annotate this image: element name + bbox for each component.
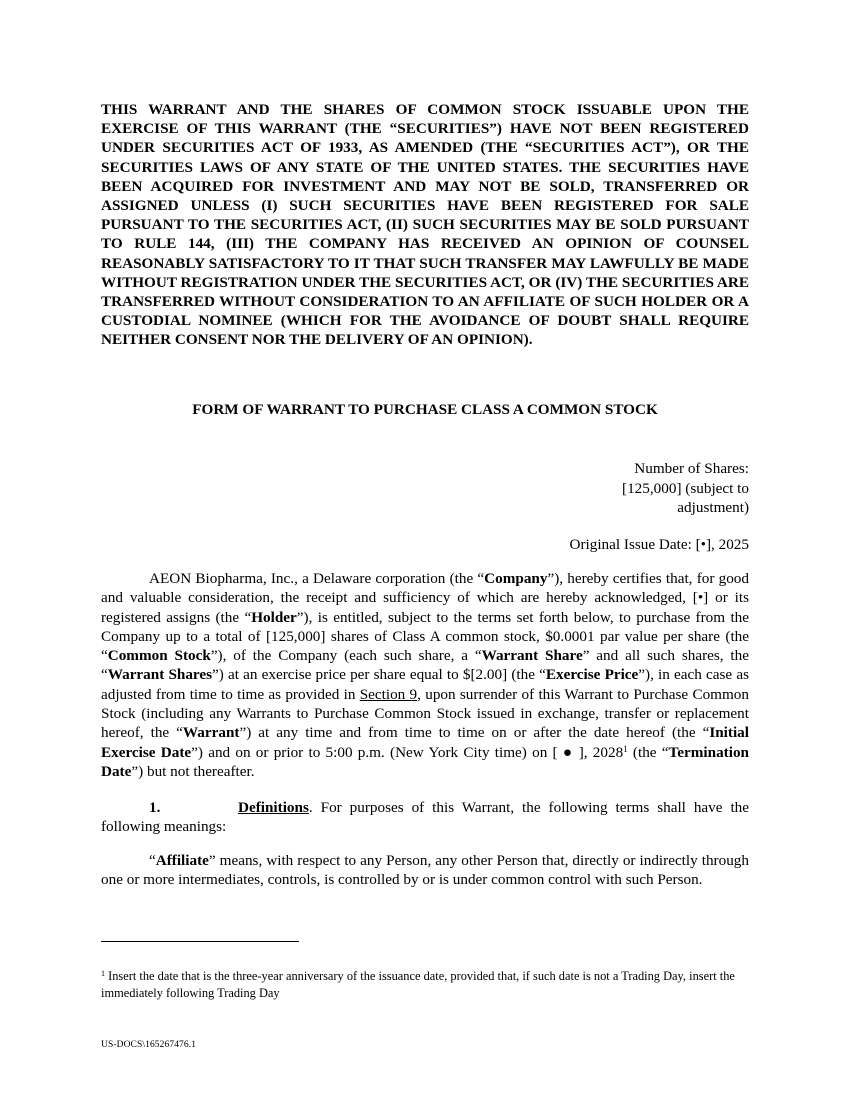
- shares-label: Number of Shares:: [634, 460, 749, 477]
- shares-value: [125,000] (subject to: [622, 479, 749, 497]
- term-warrant: Warrant: [182, 724, 240, 742]
- term-company: Company: [484, 570, 548, 587]
- number-of-shares-block: [489, 459, 749, 518]
- term-warrant-share: Warrant Share: [481, 647, 583, 665]
- document-title: FORM OF WARRANT TO PURCHASE CLASS A COMMON STOCK: [192, 401, 658, 418]
- footnote-reference: 1: [623, 743, 628, 754]
- term-exercise-price: Exercise Price: [545, 666, 639, 684]
- footnote: $^1$ Insert the date that is the three-year anniversary of the issuance date, provided that, if such date is not a Trading Day, insert the immediately following Trading Day: [101, 969, 735, 1000]
- term-affiliate: Affiliate: [155, 852, 209, 869]
- affiliate-definition: “Affiliate” means, with respect to any Person, any other Person that, directly or indirectly through one or more intermediates, controls, is controlled by or is under common control with such Person.: [101, 852, 749, 889]
- footnote-mark: 1: [101, 969, 105, 978]
- section-heading: Definitions: [238, 799, 309, 816]
- section-1-definitions: 1. Definitions. For purposes of this Warrant, the following terms shall have the following meanings:: [101, 799, 749, 836]
- footnote-separator: [101, 941, 299, 942]
- original-issue-date: Original Issue Date: [•], 2025: [569, 536, 749, 553]
- section-9-reference: Section 9: [359, 685, 418, 703]
- term-warrant-shares: Warrant Shares: [107, 666, 213, 684]
- document-id: US-DOCS\165267476.1: [101, 1040, 197, 1050]
- term-initial-exercise-date: Initial Exercise Date: [101, 724, 749, 761]
- shares-note: adjustment): [677, 499, 749, 516]
- term-holder: Holder: [251, 608, 297, 626]
- intro-paragraph: AEON Biopharma, Inc., a Delaware corporation (the “Company”), hereby certifies that, for good and valuable consideration, the receipt and sufficiency of which are hereby acknowledged, [•] or its registered assigns (the “Holder”), is entitled, subject to the terms set forth below, to purchase from the Company up to a total of [125,000] shares of Class A common stock, $0.0001 par value per share (the “Common Stock”), of the Company (each such share, a “Warrant Share” and all such shares, the “Warrant Shares”) at an exercise price per share equal to $[2.00] (the “Exercise Price”), in each case as adjusted from time to time as provided in Section 9, upon surrender of this Warrant to Purchase Common Stock (including any Warrants to Purchase Common Stock issued in exchange, transfer or replacement hereof, the “Warrant”) at any time and from time to time on or after the date hereof (the “Initial Exercise Date”) and on or prior to 5:00 p.m. (New York City time) on [ ● ], 2028$^1$ (the “Termination Date”) but not thereafter.: [101, 570, 749, 780]
- term-termination-date: Termination Date: [101, 743, 749, 780]
- term-common-stock: Common Stock: [107, 647, 211, 665]
- section-number: 1.: [149, 799, 161, 816]
- restrictive-legend: THIS WARRANT AND THE SHARES OF COMMON STOCK ISSUABLE UPON THE EXERCISE OF THIS WARRANT (THE “SECURITIES”) HAVE NOT BEEN REGISTERED UNDER SECURITIES ACT OF 1933, AS AMENDED (THE “SECURITIES ACT”), OR THE SECURITIES LAWS OF ANY STATE OF THE UNITED STATES. THE SECURITIES HAVE BEEN ACQUIRED FOR INVESTMENT AND MAY NOT BE SOLD, TRANSFERRED OR ASSIGNED UNLESS (I) SUCH SECURITIES HAVE BEEN REGISTERED FOR SALE PURSUANT TO THE SECURITIES ACT, (II) SUCH SECURITIES MAY BE SOLD PURSUANT TO RULE 144, (III) THE COMPANY HAS RECEIVED AN OPINION OF COUNSEL REASONABLY SATISFACTORY TO IT THAT SUCH TRANSFER MAY LAWFULLY BE MADE WITHOUT REGISTRATION UNDER THE SECURITIES ACT, OR (IV) THE SECURITIES ARE TRANSFERRED WITHOUT CONSIDERATION TO AN AFFILIATE OF SUCH HOLDER OR A CUSTODIAL NOMINEE (WHICH FOR THE AVOIDANCE OF DOUBT SHALL REQUIRE NEITHER CONSENT NOR THE DELIVERY OF AN OPINION).: [101, 101, 749, 349]
